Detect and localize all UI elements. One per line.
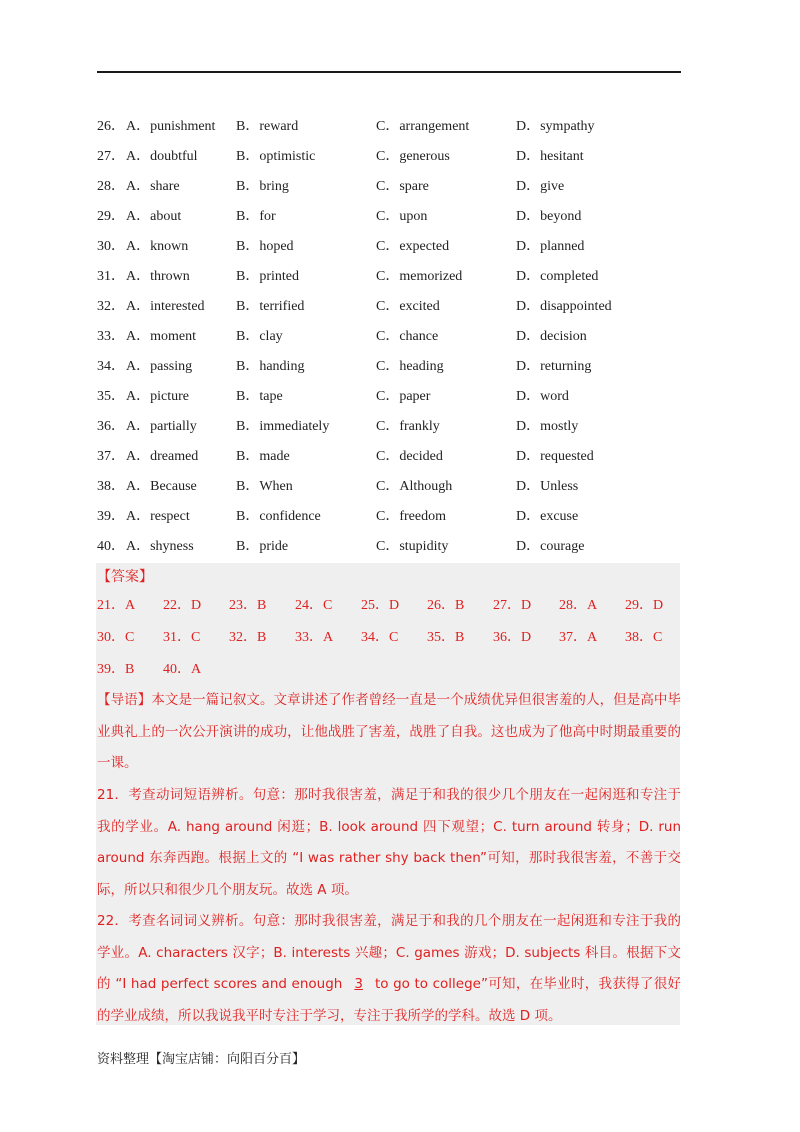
option-a: A．moment (126, 329, 196, 344)
option-c: C．arrangement (376, 119, 470, 134)
option-c: C．generous (376, 149, 450, 164)
question-number: 39． (97, 509, 125, 524)
answer-row (97, 622, 687, 654)
option-a: A．partially (126, 419, 197, 434)
question-row (97, 532, 697, 562)
option-a: A．doubtful (126, 149, 198, 164)
answer-item: 22．D (163, 598, 202, 613)
option-d: D．beyond (516, 209, 582, 224)
answer-item: 27．D (493, 598, 532, 613)
option-b: B．immediately (236, 419, 330, 434)
guide-paragraph: 【导语】本文是一篇记叙文。文章讲述了作者曾经一直是一个成绩优异但很害羞的人，但是高中毕业典礼上的一次公开演讲的成功，让他战胜了害羞，战胜了自我。这也成为了他高中时期最重要的一课。 (97, 692, 681, 771)
question-row (97, 202, 697, 232)
answer-row (97, 654, 687, 686)
option-a: A．respect (126, 509, 190, 524)
question-row (97, 442, 697, 472)
option-c: C．frankly (376, 419, 440, 434)
option-a: A．about (126, 209, 182, 224)
answer-item: 39．B (97, 662, 135, 677)
answer-row (97, 590, 687, 622)
option-b: B．hoped (236, 239, 294, 254)
question-row (97, 382, 697, 412)
explanation-22-text: 22．考查名词词义辨析。句意：那时我很害羞，满足于和我的几个朋友在一起闲逛和专注于我的学业。A. characters 汉字；B. interests 兴趣；C. games 游戏；D. subjects 科目。根据下文的 “I had perfect scores and enough (97, 913, 681, 992)
option-b: B．confidence (236, 509, 321, 524)
answer-item: 28．A (559, 598, 598, 613)
question-number: 40． (97, 539, 125, 554)
question-list (97, 112, 697, 562)
option-c: C．Although (376, 479, 453, 494)
question-row (97, 172, 697, 202)
question-number: 36． (97, 419, 125, 434)
option-c: C．expected (376, 239, 450, 254)
explanation-22-text-continued: to go to college”可知，在毕业时，我获得了很好的学业成绩，所以我说我平时专注于学习，专注于我所学的学科。故选 D 项。 (97, 976, 681, 1024)
option-a: A．Because (126, 479, 197, 494)
option-c: C．spare (376, 179, 429, 194)
option-d: D．planned (516, 239, 585, 254)
option-d: D．word (516, 389, 569, 404)
question-number: 29． (97, 209, 125, 224)
question-row (97, 142, 697, 172)
option-a: A．thrown (126, 269, 190, 284)
option-d: D．give (516, 179, 565, 194)
answer-item: 25．D (361, 598, 400, 613)
answer-item: 31．C (163, 630, 201, 645)
answer-item: 23．B (229, 598, 267, 613)
answer-heading: 【答案】 (97, 569, 153, 585)
question-row (97, 502, 697, 532)
option-a: A．dreamed (126, 449, 199, 464)
answer-item: 21．A (97, 598, 136, 613)
question-row (97, 322, 697, 352)
question-number: 28． (97, 179, 125, 194)
option-a: A．punishment (126, 119, 216, 134)
option-d: D．decision (516, 329, 587, 344)
question-row (97, 352, 697, 382)
answer-key-grid (97, 590, 687, 686)
blank-number: 3 (354, 976, 363, 992)
option-b: B．optimistic (236, 149, 316, 164)
option-b: B．made (236, 449, 290, 464)
option-d: D．courage (516, 539, 585, 554)
option-a: A．picture (126, 389, 189, 404)
question-number: 34． (97, 359, 125, 374)
question-row (97, 412, 697, 442)
question-number: 38． (97, 479, 125, 494)
option-c: C．memorized (376, 269, 463, 284)
option-c: C．excited (376, 299, 440, 314)
answer-item: 30．C (97, 630, 135, 645)
answer-item: 40．A (163, 662, 202, 677)
option-c: C．heading (376, 359, 444, 374)
explanation-21: 21．考查动词短语辨析。句意：那时我很害羞，满足于和我的很少几个朋友在一起闲逛和专注于我的学业。A. hang around 闲逛；B. look around 四下观望；C. turn around 转身；D. run around 东奔西跑。根据上文的 “I was rather shy back then”可知，那时我很害羞，不善于交际，所以只和很少几个朋友玩。故选 A 项。 (97, 787, 681, 898)
explanation-22 (97, 906, 681, 1032)
option-b: B．handing (236, 359, 305, 374)
question-row (97, 112, 697, 142)
answer-item: 36．D (493, 630, 532, 645)
option-c: C．freedom (376, 509, 446, 524)
question-number: 27． (97, 149, 125, 164)
question-row (97, 232, 697, 262)
option-c: C．upon (376, 209, 428, 224)
option-d: D．Unless (516, 479, 579, 494)
question-row (97, 472, 697, 502)
option-d: D．mostly (516, 419, 579, 434)
answer-item: 35．B (427, 630, 465, 645)
option-b: B．printed (236, 269, 299, 284)
option-b: B．terrified (236, 299, 305, 314)
option-b: B．for (236, 209, 276, 224)
option-c: C．decided (376, 449, 443, 464)
option-a: A．share (126, 179, 180, 194)
option-a: A．passing (126, 359, 193, 374)
answer-item: 26．B (427, 598, 465, 613)
option-a: A．known (126, 239, 189, 254)
option-d: D．sympathy (516, 119, 595, 134)
option-b: B．bring (236, 179, 289, 194)
option-c: C．stupidity (376, 539, 449, 554)
header-rule (97, 71, 681, 73)
question-number: 32． (97, 299, 125, 314)
question-number: 30． (97, 239, 125, 254)
question-number: 26． (97, 119, 125, 134)
answer-item: 34．C (361, 630, 399, 645)
option-b: B．reward (236, 119, 299, 134)
option-b: B．pride (236, 539, 289, 554)
option-a: A．shyness (126, 539, 194, 554)
option-d: D．requested (516, 449, 594, 464)
option-d: D．hesitant (516, 149, 584, 164)
option-b: B．When (236, 479, 293, 494)
answer-item: 38．C (625, 630, 663, 645)
option-d: D．disappointed (516, 299, 612, 314)
question-number: 35． (97, 389, 125, 404)
answer-item: 32．B (229, 630, 267, 645)
option-d: D．completed (516, 269, 599, 284)
option-c: C．paper (376, 389, 431, 404)
option-c: C．chance (376, 329, 439, 344)
option-d: D．returning (516, 359, 592, 374)
option-b: B．tape (236, 389, 283, 404)
question-number: 31． (97, 269, 125, 284)
question-number: 37． (97, 449, 125, 464)
question-number: 33． (97, 329, 125, 344)
answer-item: 24．C (295, 598, 333, 613)
option-d: D．excuse (516, 509, 579, 524)
answer-item: 37．A (559, 630, 598, 645)
answer-item: 29．D (625, 598, 664, 613)
option-b: B．clay (236, 329, 283, 344)
question-row (97, 262, 697, 292)
answer-item: 33．A (295, 630, 334, 645)
question-row (97, 292, 697, 322)
option-a: A．interested (126, 299, 205, 314)
page-footer: 资料整理【淘宝店铺：向阳百分百】 (97, 1052, 306, 1067)
